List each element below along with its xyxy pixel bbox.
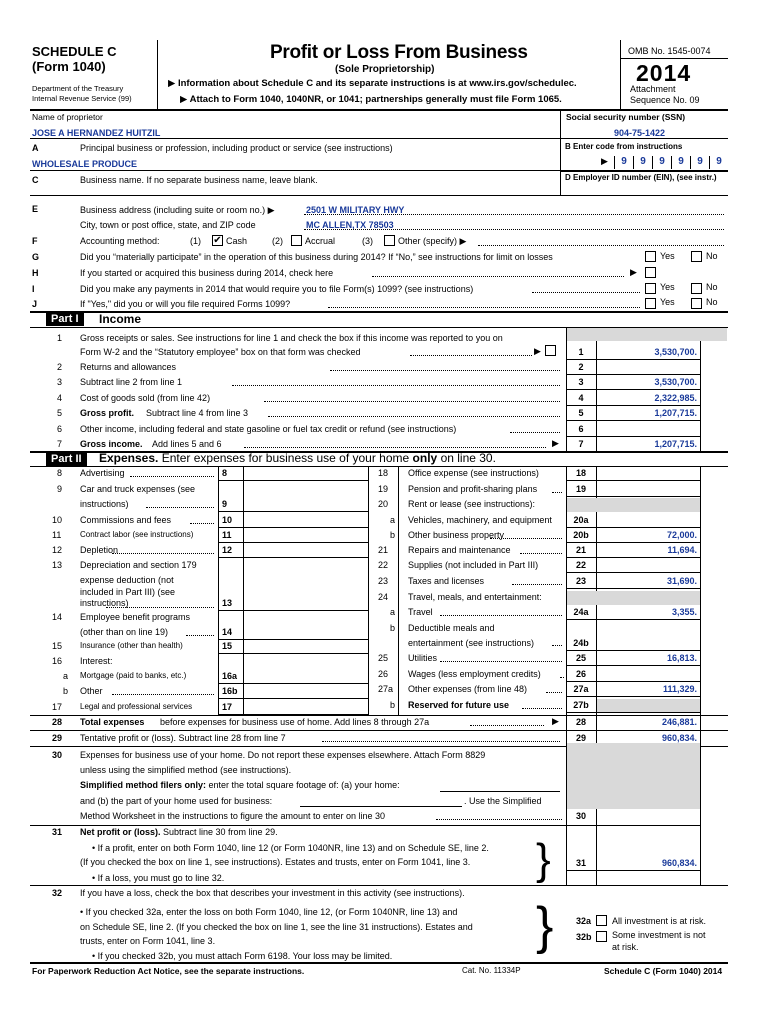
line-box-27a: 27a <box>573 684 589 694</box>
ssn-label: Social security number (SSN) <box>566 112 686 122</box>
line-2-num: 2 <box>57 362 63 372</box>
line-box-26: 26 <box>575 669 586 679</box>
line-5-amount[interactable]: 1,207,715. <box>654 408 697 418</box>
line-7-label: Add lines 5 and 6 <box>152 439 222 449</box>
opt1-label: (1) <box>190 236 201 246</box>
line-box-14: 14 <box>222 627 233 637</box>
expense-label: Depletion <box>80 545 119 555</box>
line-4-label: Cost of goods sold (from line 42) <box>80 393 211 403</box>
expense-label-2: expense deduction (not <box>80 575 174 585</box>
info-line-1: ▶ Information about Schedule C and its separate instructions is at www.irs.gov/schedulec. <box>168 78 577 89</box>
brace-icon: } <box>536 835 551 884</box>
line-h-label: If you started or acquired this business during 2014, check here <box>80 268 334 278</box>
ssn-value[interactable]: 904-75-1422 <box>614 128 666 138</box>
arrow-icon: ▶ <box>534 346 541 356</box>
attachment-label: Attachment <box>630 84 676 94</box>
line-1-box: 1 <box>578 347 584 357</box>
expense-label: Office expense (see instructions) <box>408 468 539 478</box>
line-21-num: 21 <box>378 545 389 555</box>
line-box-25: 25 <box>575 653 586 663</box>
line-box-15: 15 <box>222 641 233 651</box>
line-a-letter: A <box>32 143 39 153</box>
line-31-bold: Net profit or (loss). <box>80 827 161 837</box>
expense-label: Rent or lease (see instructions): <box>408 499 536 509</box>
business-code-digit[interactable]: 9 <box>709 156 728 169</box>
line-30-label: Expenses for business use of your home. Do not report these expenses elsewhere. Attach Form 8829 <box>80 750 486 760</box>
line-31-label <box>80 827 278 837</box>
expense-label: Interest: <box>80 656 113 666</box>
line-30-label-4: and (b) the part of your home used for business: <box>80 796 273 806</box>
line-2-label: Returns and allowances <box>80 362 177 372</box>
line-g-yes-checkbox[interactable] <box>645 251 656 262</box>
line-3-box: 3 <box>578 377 584 387</box>
cash-label: Cash <box>226 236 248 246</box>
line-32-num: 32 <box>52 888 63 898</box>
line-box-12: 12 <box>222 545 233 555</box>
department: Department of the Treasury <box>32 84 124 93</box>
line-28-label: before expenses for business use of home. Add lines 8 through 27a <box>160 717 430 727</box>
line-i-yes-label: Yes <box>660 282 675 292</box>
expense-label-2: instructions) <box>80 499 129 509</box>
expense-label: Employee benefit programs <box>80 612 191 622</box>
expense-label: Taxes and licenses <box>408 576 485 586</box>
expense-amount[interactable]: 16,813. <box>666 653 697 663</box>
business-address[interactable]: 2501 W MILITARY HWY <box>306 205 405 215</box>
line-3-num: 3 <box>57 377 63 387</box>
irs: Internal Revenue Service (99) <box>32 94 132 103</box>
line-1-amount[interactable]: 3,530,700. <box>654 347 697 357</box>
line-b-label: B Enter code from instructions <box>565 142 683 151</box>
line-b-num: b <box>390 623 396 633</box>
line-10-num: 10 <box>52 515 63 525</box>
all-at-risk-label: All investment is at risk. <box>612 916 707 926</box>
line-29-amount[interactable]: 960,834. <box>661 733 697 743</box>
statutory-employee-checkbox[interactable] <box>545 345 556 356</box>
opt2-label: (2) <box>272 236 283 246</box>
line-3-amount[interactable]: 3,530,700. <box>654 377 697 387</box>
line-5-label: Subtract line 4 from line 3 <box>146 408 249 418</box>
line-31-profit-2: (If you checked the box on line 1, see instructions). Estates and trusts, enter on Form 1041, line 3. <box>80 857 471 867</box>
business-code-digit[interactable]: 9 <box>690 156 709 169</box>
line-32a-label: 32a <box>576 916 592 926</box>
line-14-num: 14 <box>52 612 63 622</box>
line-5-box: 5 <box>578 408 584 418</box>
expense-label: Commissions and fees <box>80 515 172 525</box>
line-i-no-checkbox[interactable] <box>691 283 702 294</box>
other-method-label: Other (specify) ▶ <box>398 236 467 246</box>
brace-icon: } <box>536 897 554 955</box>
line-23-num: 23 <box>378 576 389 586</box>
line-box-11: 11 <box>222 530 232 540</box>
line-17-num: 17 <box>52 702 63 712</box>
line-18-num: 18 <box>378 468 389 478</box>
line-30-label-2: unless using the simplified method (see instructions). <box>80 765 292 775</box>
line-j-yes-checkbox[interactable] <box>645 298 656 309</box>
line-27a-num: 27a <box>378 684 394 694</box>
expense-label-2: entertainment (see instructions) <box>408 638 535 648</box>
line-a-num: a <box>63 671 69 681</box>
line-28-box: 28 <box>575 717 586 727</box>
line-box-20a: 20a <box>573 515 589 525</box>
line-25-num: 25 <box>378 653 389 663</box>
line-box-17: 17 <box>222 702 233 712</box>
line-box-8: 8 <box>222 468 228 478</box>
arrow-icon: ▶ <box>552 438 559 448</box>
line-e-label: Business address (including suite or room no.) ▶ <box>80 205 275 215</box>
line-19-num: 19 <box>378 484 389 494</box>
line-e-letter: E <box>32 204 39 214</box>
business-code-digit[interactable]: 9 <box>614 156 633 169</box>
line-32-label: If you have a loss, check the box that describes your investment in this activity (see instructions). <box>80 888 465 898</box>
line-j-letter: J <box>32 299 38 309</box>
line-28-bold: Total expenses <box>80 717 145 727</box>
business-code-digit[interactable]: 9 <box>671 156 690 169</box>
line-c-label: Business name. If no separate business name, leave blank. <box>80 175 318 185</box>
expense-label: Mortgage (paid to banks, etc.) <box>80 671 187 680</box>
line-1-num: 1 <box>57 333 63 343</box>
proprietor-name-label: Name of proprietor <box>32 112 103 122</box>
line-j-label: If "Yes," did you or will you file required Forms 1099? <box>80 299 291 309</box>
line-box-24a: 24a <box>573 607 589 617</box>
expense-label: Reserved for future use <box>408 700 510 710</box>
line-b-num: b <box>390 700 396 710</box>
line-15-num: 15 <box>52 641 63 651</box>
line-29-box: 29 <box>575 733 586 743</box>
line-28-amount[interactable]: 246,881. <box>661 717 697 727</box>
line-31-amount[interactable]: 960,834. <box>661 858 697 868</box>
line-i-yes-checkbox[interactable] <box>645 283 656 294</box>
line-box-16b: 16b <box>222 686 238 696</box>
line-h-checkbox[interactable] <box>645 267 656 278</box>
line-30-simplified <box>80 780 400 790</box>
expense-label: Insurance (other than health) <box>80 641 183 650</box>
line-31-num: 31 <box>52 827 63 837</box>
line-f-letter: F <box>32 236 38 246</box>
business-code-digit[interactable]: 9 <box>652 156 671 169</box>
line-30-label-6: Method Worksheet in the instructions to figure the amount to enter on line 30 <box>80 811 386 821</box>
arrow-icon: ▶ <box>552 716 559 726</box>
line-12-num: 12 <box>52 545 63 555</box>
expense-amount[interactable]: 72,000. <box>666 530 697 540</box>
line-13-num: 13 <box>52 560 63 570</box>
form-number: (Form 1040) <box>32 59 106 74</box>
line-20-num: 20 <box>378 499 389 509</box>
line-3-label: Subtract line 2 from line 1 <box>80 377 183 387</box>
arrow-icon: ▶ <box>630 267 637 277</box>
line-6-num: 6 <box>57 424 63 434</box>
line-1-label: Gross receipts or sales. See instructions for line 1 and check the box if this income was reported to you on <box>80 333 503 343</box>
line-i-letter: I <box>32 284 35 294</box>
line-1-label-2: Form W-2 and the “Statutory employee” box on that form was checked <box>80 347 361 357</box>
line-d-label: D Employer ID number (EIN), (see instr.) <box>565 173 717 182</box>
expense-amount[interactable]: 31,690. <box>666 576 697 586</box>
line-31-box: 31 <box>575 858 586 868</box>
line-box-16a: 16a <box>222 671 238 681</box>
expense-label: Deductible meals and <box>408 623 495 633</box>
part-2-title-end: on line 30. <box>440 451 496 465</box>
expense-label-2: (other than on line 19) <box>80 627 169 637</box>
expense-label: Wages (less employment credits) <box>408 669 541 679</box>
line-6-label: Other income, including federal and state gasoline or fuel tax credit or refund (see instructions) <box>80 424 457 434</box>
line-4-num: 4 <box>57 393 63 403</box>
expense-label: Travel, meals, and entertainment: <box>408 592 542 602</box>
expense-label: Contract labor (see instructions) <box>80 530 194 539</box>
part-2-title <box>99 451 496 465</box>
part-2-title-rest: Enter expenses for business use of your home <box>161 451 410 465</box>
line-30-simplified-text: enter the total square footage of: (a) your home: <box>208 780 400 790</box>
other-method-checkbox[interactable] <box>384 235 395 246</box>
opt3-label: (3) <box>362 236 373 246</box>
line-30-box: 30 <box>575 811 586 821</box>
line-31-text: Subtract line 30 from line 29. <box>163 827 278 837</box>
line-box-9: 9 <box>222 499 228 509</box>
line-box-10: 10 <box>222 515 233 525</box>
expense-amount[interactable]: 11,694. <box>667 545 697 555</box>
line-32b-label: 32b <box>576 932 592 942</box>
business-code-digit[interactable]: 9 <box>633 156 652 169</box>
line-30-simplified-bold: Simplified method filers only: <box>80 780 207 790</box>
footer-cat: Cat. No. 11334P <box>462 966 521 975</box>
line-box-24b: 24b <box>573 638 589 648</box>
line-7-box: 7 <box>578 439 584 449</box>
sequence-number: Sequence No. 09 <box>630 95 700 105</box>
expense-label: Depreciation and section 179 <box>80 560 197 570</box>
expense-label-4: instructions) <box>80 598 129 608</box>
expense-label: Travel <box>408 607 433 617</box>
expense-label: Other expenses (from line 48) <box>408 684 528 694</box>
line-4-box: 4 <box>578 393 584 403</box>
line-22-num: 22 <box>378 560 389 570</box>
tax-year: 2014 <box>636 60 692 86</box>
omb-number: OMB No. 1545-0074 <box>628 46 711 56</box>
line-5-bold: Gross profit. <box>80 408 135 418</box>
line-30-num: 30 <box>52 750 63 760</box>
line-32-label-3: on Schedule SE, line 2. (If you checked the box on line 1, see the line 31 instructions). Estates and <box>80 922 473 932</box>
part-2-title-bold: Expenses. <box>99 451 159 465</box>
line-g-label: Did you “materially participate” in the operation of this business during 2014? If “No,” see instructions for limit on losses <box>80 252 553 262</box>
line-j-no-label: No <box>706 297 718 307</box>
line-h-letter: H <box>32 268 39 278</box>
some-not-at-risk-checkbox[interactable] <box>596 931 607 942</box>
accounting-method-label: Accounting method: <box>80 236 160 246</box>
line-32-label-5: • If you checked 32b, you must attach Form 6198. Your loss may be limited. <box>92 951 393 961</box>
expense-label: Other <box>80 686 103 696</box>
line-29-num: 29 <box>52 733 63 743</box>
principal-business[interactable]: WHOLESALE PRODUCE <box>32 159 138 169</box>
cash-checkbox[interactable]: ✔ <box>213 235 222 246</box>
line-a-num: a <box>390 607 396 617</box>
line-32-label-2: • If you checked 32a, enter the loss on both Form 1040, line 12, (or Form 1040NR, line 13) and <box>80 907 458 917</box>
line-30-label-5: . Use the Simplified <box>464 796 542 806</box>
line-6-box: 6 <box>578 424 584 434</box>
line-7-bold: Gross income. <box>80 439 143 449</box>
line-box-20b: 20b <box>573 530 589 540</box>
line-31-profit: • If a profit, enter on both Form 1040, line 12 (or Form 1040NR, line 13) and on Schedule SE, line 2. <box>92 843 489 853</box>
line-5-num: 5 <box>57 408 63 418</box>
line-box-22: 22 <box>575 560 586 570</box>
line-j-no-checkbox[interactable] <box>691 298 702 309</box>
line-11-num: 11 <box>52 530 62 540</box>
expense-label: Supplies (not included in Part III) <box>408 560 539 570</box>
line-box-13: 13 <box>222 598 233 608</box>
line-b-num: b <box>390 530 396 540</box>
info-line-2: ▶ Attach to Form 1040, 1040NR, or 1041; partnerships generally must file Form 1065. <box>180 94 562 105</box>
all-at-risk-checkbox[interactable] <box>596 915 607 926</box>
expense-label: Car and truck expenses (see <box>80 484 196 494</box>
page-title: Profit or Loss From Business <box>270 42 528 63</box>
line-b-num: b <box>63 686 69 696</box>
line-24-num: 24 <box>378 592 389 602</box>
city-label: City, town or post office, state, and ZIP code <box>80 220 256 230</box>
some-not-at-risk-label: Some investment is not <box>612 930 706 940</box>
footer-notice: For Paperwork Reduction Act Notice, see the separate instructions. <box>32 966 305 976</box>
line-4-amount[interactable]: 2,322,985. <box>654 393 697 403</box>
accrual-label: Accrual <box>305 236 336 246</box>
some-not-at-risk-label-2: at risk. <box>612 942 639 952</box>
line-7-num: 7 <box>57 439 63 449</box>
line-i-label: Did you make any payments in 2014 that would require you to file Form(s) 1099? (see instructions) <box>80 284 474 294</box>
expense-label: Utilities <box>408 653 438 663</box>
part-2-label: Part II <box>46 452 87 466</box>
expense-label: Legal and professional services <box>80 702 193 711</box>
expense-amount[interactable]: 111,329. <box>662 684 697 694</box>
schedule-title: SCHEDULE C <box>32 44 117 59</box>
line-g-letter: G <box>32 252 40 262</box>
city-state-zip[interactable]: MC ALLEN,TX 78503 <box>306 220 394 230</box>
line-26-num: 26 <box>378 669 389 679</box>
line-g-yes-label: Yes <box>660 251 675 261</box>
line-a-label: Principal business or profession, including product or service (see instructions) <box>80 143 393 153</box>
expense-label: Repairs and maintenance <box>408 545 511 555</box>
line-i-no-label: No <box>706 282 718 292</box>
accrual-checkbox[interactable] <box>291 235 302 246</box>
line-g-no-checkbox[interactable] <box>691 251 702 262</box>
line-8-num: 8 <box>57 468 63 478</box>
line-box-19: 19 <box>575 484 586 494</box>
line-box-27b: 27b <box>573 700 589 710</box>
expense-label: Other business property <box>408 530 505 540</box>
line-28-num: 28 <box>52 717 63 727</box>
line-c-letter: C <box>32 175 39 185</box>
arrow-icon: ▶ <box>601 156 608 166</box>
line-box-18: 18 <box>575 468 586 478</box>
line-a-num: a <box>390 515 396 525</box>
line-j-yes-label: Yes <box>660 297 675 307</box>
part-2-title-only: only <box>412 451 438 465</box>
footer-form: Schedule C (Form 1040) 2014 <box>604 966 723 976</box>
line-7-amount[interactable]: 1,207,715. <box>654 439 697 449</box>
line-16-num: 16 <box>52 656 63 666</box>
proprietor-name[interactable]: JOSE A HERNANDEZ HUITZIL <box>32 128 161 138</box>
part-1-title: Income <box>99 312 142 326</box>
line-box-21: 21 <box>575 545 586 555</box>
expense-label: Vehicles, machinery, and equipment <box>408 515 552 525</box>
line-31-loss: • If a loss, you must go to line 32. <box>92 873 225 883</box>
line-9-num: 9 <box>57 484 63 494</box>
expense-amount[interactable]: 3,355. <box>671 607 697 617</box>
expense-label: Pension and profit-sharing plans <box>408 484 538 494</box>
expense-label: Advertising <box>80 468 125 478</box>
line-box-23: 23 <box>575 576 586 586</box>
expense-label-3: included in Part III) (see <box>80 587 176 597</box>
line-32-label-4: trusts, enter on Form 1041, line 3. <box>80 936 216 946</box>
line-2-box: 2 <box>578 362 584 372</box>
line-g-no-label: No <box>706 251 718 261</box>
part-1-label: Part I <box>46 312 84 326</box>
subtitle: (Sole Proprietorship) <box>335 64 435 75</box>
line-29-label: Tentative profit or (loss). Subtract line 28 from line 7 <box>80 733 286 743</box>
